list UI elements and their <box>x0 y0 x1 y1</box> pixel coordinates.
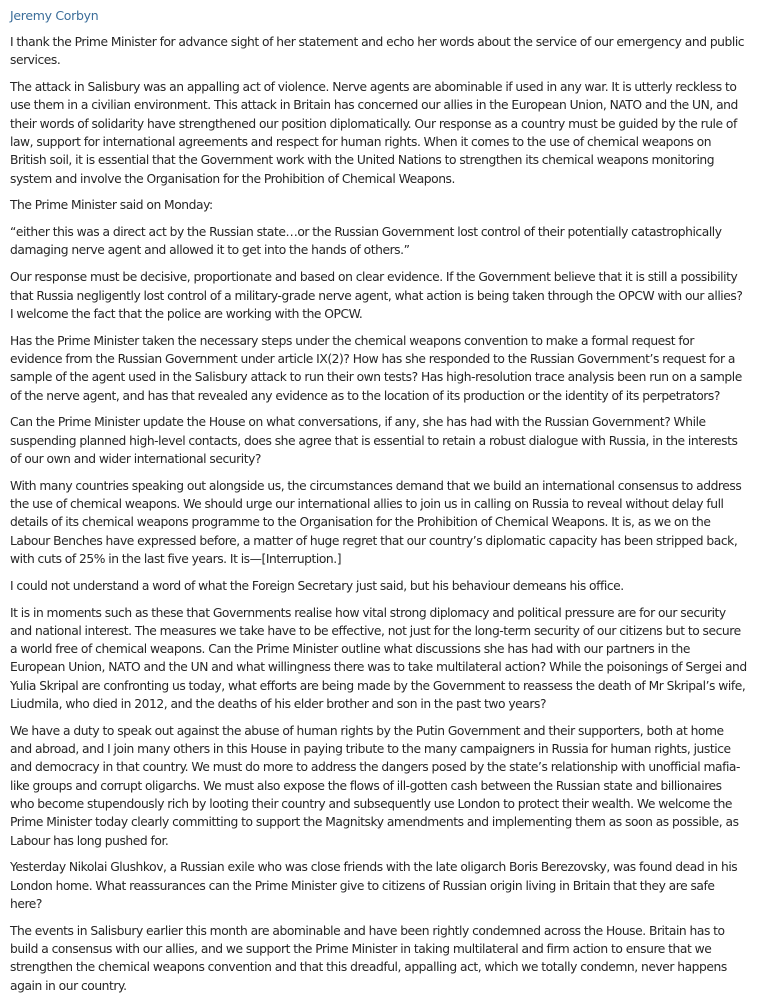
speaker-name[interactable]: Jeremy Corbyn <box>10 8 99 23</box>
paragraph-human-rights: We have a duty to speak out against the abuse of human rights by the Putin Government and their supporters, both at home and abroad, and I join many others in this House in paying tribute to the many campaigners in Russia for human rights, justice and democracy in that country. We must do more to address the dangers posed by the state’s relationship with unofficial mafia-like groups and corrupt oligarchs. We must also expose the flows of ill-gotten cash between the Russian state and billionaires who become stupendously rich by looting their country and subsequently use London to protect their wealth. We welcome the Prime Minister today clearly committing to support the Magnitsky amendments and implementing them as soon as possible, as Labour has long pushed for. <box>10 723 740 848</box>
paragraph-opening-thanks: I thank the Prime Minister for advance sight of her statement and echo her words about the service of our emergency and public services. <box>10 35 745 68</box>
paragraph-glushkov: Yesterday Nikolai Glushkov, a Russian exile who was close friends with the late oligarch Boris Berezovsky, was found dead in his London home. What reassurances can the Prime Minister give to citizens of Russian origin living in Britain that they are safe here? <box>10 860 738 911</box>
paragraph-foreign-secretary: I could not understand a word of what the Foreign Secretary just said, but his behaviour demeans his office. <box>10 578 624 593</box>
paragraph-pm-said-monday: The Prime Minister said on Monday: <box>10 198 213 213</box>
paragraph-chemical-convention: Has the Prime Minister taken the necessary steps under the chemical weapons convention to make a formal request for evidence from the Russian Government under article IX(2)? How has she responded to the Russian Government’s request for a sample of the agent used in the Salisbury attack to run their own tests? Has high-resolution trace analysis been run on a sample of the nerve agent, and has that revealed any evidence as to the location of its production or the identity of its perpetrators? <box>10 333 742 403</box>
paragraph-closing: The events in Salisbury earlier this month are abominable and have been rightly condemned across the House. Britain has to build a consensus with our allies, and we support the Prime Minister in taking multilateral and firm action to ensure that we strengthen the chemical weapons convention and that this dreadful, appalling act, which we totally condemn, never happens again in our country. <box>10 923 727 993</box>
paragraph-salisbury-attack: The attack in Salisbury was an appalling act of violence. Nerve agents are abominable if used in any war. It is utterly reckless to use them in a civilian environment. This attack in Britain has concerned our allies in the European Union, NATO and the UN, and their words of solidarity have strengthened our position diplomatically. Our response as a country must be guided by the rule of law, support for international agreements and respect for human rights. When it comes to the use of chemical weapons on British soil, it is essential that the Government work with the United Nations to strengthen its chemical weapons monitoring system and involve the Organisation for the Prohibition of Chemical Weapons. <box>10 80 738 186</box>
paragraph-international-consensus: With many countries speaking out alongside us, the circumstances demand that we build an international consensus to address the use of chemical weapons. We should urge our international allies to join us in calling on Russia to reveal without delay full details of its chemical weapons programme to the Organisation for the Prohibition of Chemical Weapons. It is, as we on the Labour Benches have expressed before, a matter of huge regret that our country’s diplomatic capacity has been stripped back, with cuts of 25% in the last five years. It is—[Interruption.] <box>10 478 742 566</box>
paragraph-response-evidence: Our response must be decisive, proportionate and based on clear evidence. If the Government believe that it is still a possibility that Russia negligently lost control of a military-grade nerve agent, what action is being taken through the OPCW with our allies? I welcome the fact that the police are working with the OPCW. <box>10 270 743 321</box>
paragraph-diplomacy: It is in moments such as these that Governments realise how vital strong diplomacy and political pressure are for our security and national interest. The measures we take have to be effective, not just for the long-term security of our citizens but to secure a world free of chemical weapons. Can the Prime Minister outline what discussions she has had with our partners in the European Union, NATO and the UN and what willingness there was to take multilateral action? While the poisonings of Sergei and Yulia Skripal are confronting us today, what efforts are being made by the Government to reassess the death of Mr Skripal’s wife, Liudmila, who died in 2012, and the deaths of his elder brother and son in the past two years? <box>10 605 747 711</box>
paragraph-pm-quote: “either this was a direct act by the Russian state…or the Russian Government lost control of their potentially catastrophically damaging nerve agent and allowed it to get into the hands of others.” <box>10 225 722 258</box>
paragraph-russian-conversations: Can the Prime Minister update the House on what conversations, if any, she has had with the Russian Government? While suspending planned high-level contacts, does she agree that is essential to retain a robust dialogue with Russia, in the interests of our own and wider international security? <box>10 415 738 466</box>
